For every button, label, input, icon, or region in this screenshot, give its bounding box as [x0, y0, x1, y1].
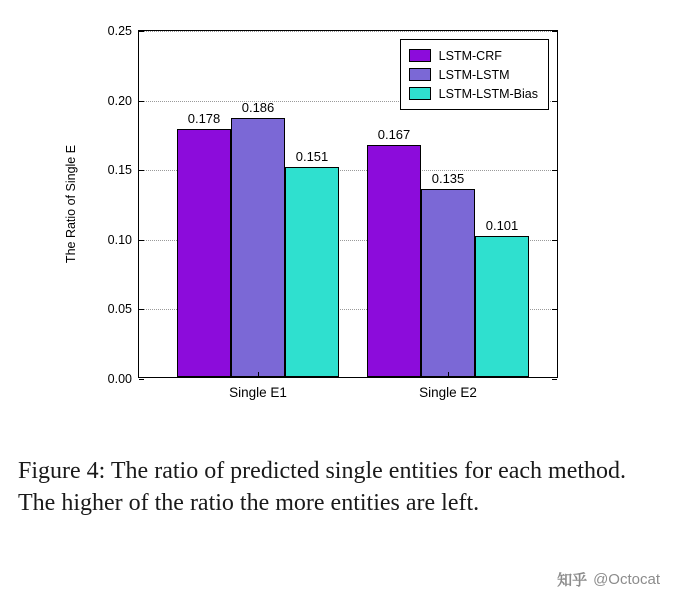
y-tick-mark-right	[552, 31, 557, 32]
gridline-0.25	[139, 31, 557, 32]
y-tick-mark	[139, 31, 144, 32]
y-tick-mark-right	[552, 309, 557, 310]
x-axis-label-single-e2: Single E2	[419, 385, 477, 400]
zhihu-logo-icon: 知乎	[557, 572, 588, 589]
legend	[400, 39, 549, 110]
bar-value-label: 0.167	[377, 126, 411, 142]
bar-g2-s3	[475, 218, 529, 377]
y-axis-title-text: The Ratio of Single E	[64, 144, 78, 264]
y-tick-mark-right	[552, 379, 557, 380]
bar-g2-s2	[421, 171, 475, 377]
legend-label: LSTM-LSTM	[438, 67, 510, 82]
legend-label: LSTM-CRF	[438, 48, 502, 63]
legend-swatch-icon	[409, 68, 431, 81]
y-tick-mark	[139, 309, 144, 310]
legend-label: LSTM-LSTM-Bias	[438, 86, 538, 101]
bar-value-label: 0.151	[295, 148, 329, 164]
y-tick-label: 0.15	[107, 163, 132, 178]
y-tick-label: 0.05	[107, 302, 132, 317]
legend-swatch-icon	[409, 87, 431, 100]
y-tick-mark	[139, 170, 144, 171]
bar-value-label: 0.101	[485, 218, 519, 234]
plot-area	[107, 24, 558, 400]
x-tick-mark	[448, 372, 449, 377]
y-tick-mark-right	[552, 170, 557, 171]
bar-value-label: 0.178	[187, 111, 221, 127]
bar-g1-s1	[177, 111, 231, 377]
bar-g2-s1	[367, 126, 421, 378]
y-tick-label: 0.25	[107, 24, 132, 38]
bar-value-label: 0.186	[241, 100, 275, 116]
legend-swatch-icon	[409, 49, 431, 62]
y-tick-label: 0.00	[107, 372, 132, 386]
y-axis-title	[62, 30, 80, 378]
y-tick-mark-right	[552, 101, 557, 102]
figure-caption: Figure 4: The ratio of predicted single entities for each method. The higher of the ratio the more entities are left.	[18, 458, 627, 517]
y-tick-label: 0.20	[107, 93, 132, 108]
watermark	[557, 569, 660, 590]
y-tick-mark	[139, 240, 144, 241]
bar-g1-s2	[231, 100, 285, 377]
bar-g1-s3	[285, 148, 339, 377]
bar-value-label: 0.135	[431, 171, 465, 187]
x-axis-label-single-e1: Single E1	[229, 385, 287, 400]
y-tick-mark	[139, 379, 144, 380]
legend-item-lstm-lstm	[409, 65, 538, 84]
legend-item-lstm-lstm-bias	[409, 84, 538, 103]
x-tick-mark	[258, 372, 259, 377]
y-tick-mark-right	[552, 240, 557, 241]
watermark-handle: @Octocat	[593, 571, 660, 588]
y-tick-label: 0.10	[107, 232, 132, 247]
legend-item-lstm-crf	[409, 46, 538, 65]
y-tick-mark	[139, 101, 144, 102]
